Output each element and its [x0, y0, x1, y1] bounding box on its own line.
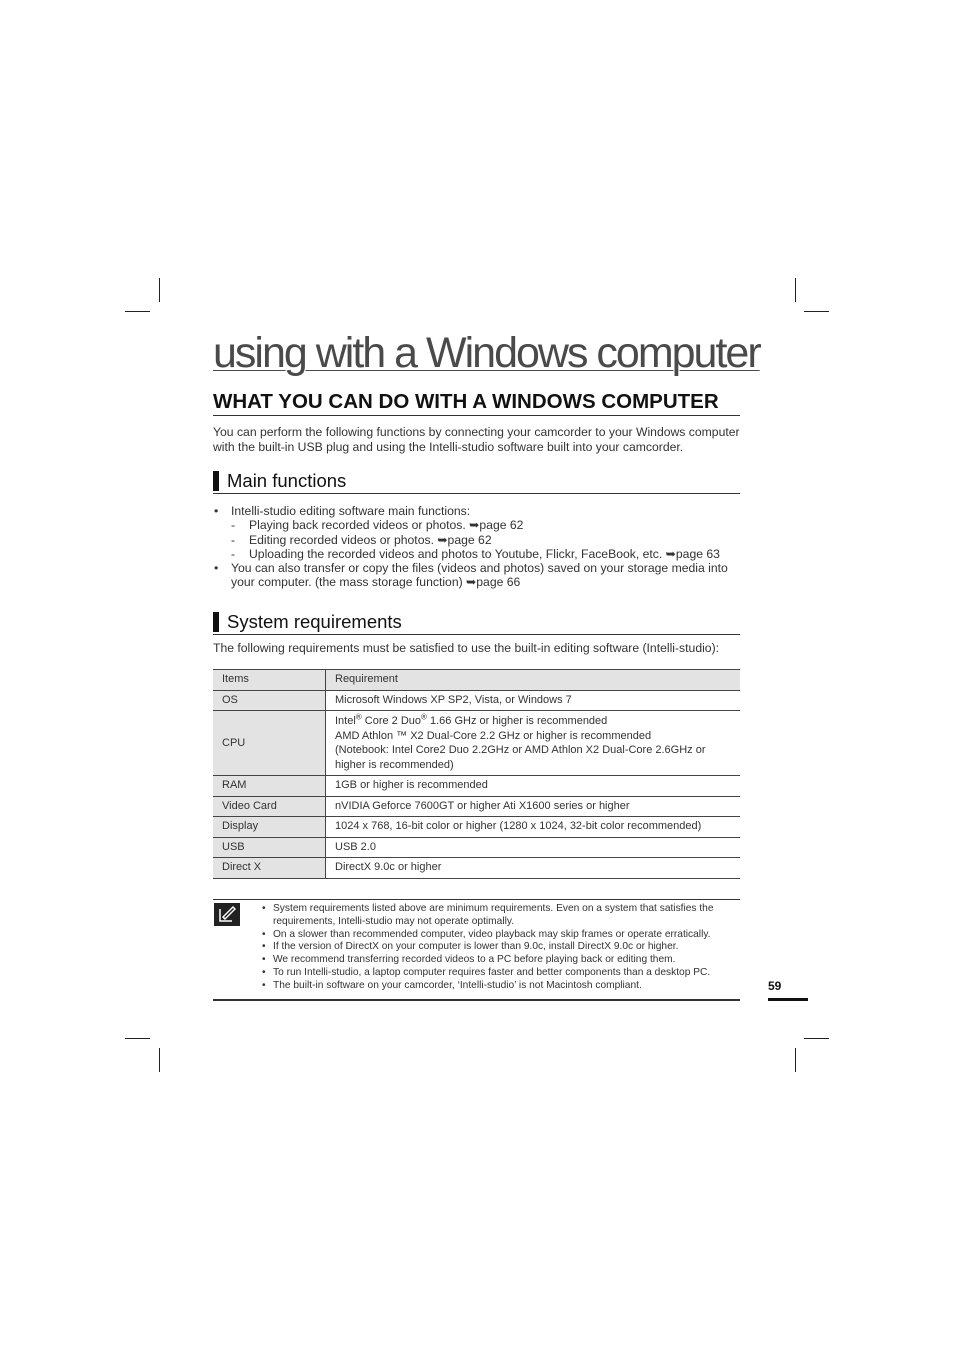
note-text: We recommend transferring recorded videos to a PC before playing back or editing them. [273, 954, 676, 966]
bullet: • [262, 903, 266, 914]
note-text: The built-in software on your camcorder, ‘Intelli-studio’ is not Macintosh compliant. [273, 979, 642, 991]
row-requirement [326, 711, 741, 776]
note-item [262, 954, 740, 967]
note-text: System requirements listed above are minimum requirements. Even on a system that satisfies the requirements, Intelli-studio may not operate optimally. [273, 903, 714, 927]
table-row [213, 837, 740, 858]
row-item: USB [213, 837, 326, 858]
table-row [213, 711, 740, 776]
note-text: On a slower than recommended computer, video playback may skip frames or operate erratically. [273, 928, 711, 940]
list-item-text: You can also transfer or copy the files (videos and photos) saved on your storage media into your computer. (the mass storage function) ➥page 66 [231, 561, 728, 590]
list-item [213, 561, 740, 590]
list-item-text: Intelli-studio editing software main functions: [231, 504, 471, 518]
bullet: • [214, 504, 219, 518]
main-functions-list [213, 504, 740, 590]
row-item: OS [213, 690, 326, 711]
bullet: • [262, 979, 266, 991]
sub-list-item [231, 518, 740, 532]
registered-mark: ® [355, 712, 362, 722]
requirements-table [213, 669, 740, 879]
page-number: 59 [768, 979, 782, 993]
main-functions-heading [213, 470, 740, 494]
system-requirements-heading-text: System requirements [227, 610, 402, 632]
page-number-bar [768, 998, 808, 1001]
note-icon [214, 903, 240, 926]
crop-mark [804, 1038, 829, 1039]
dash: - [231, 546, 236, 561]
bullet: • [262, 966, 266, 978]
note-box [213, 899, 740, 1001]
system-requirements-heading [213, 611, 740, 635]
sub-list-item-text: Playing back recorded videos or photos. ➥page 62 [249, 518, 524, 533]
cpu-amd-line: AMD Athlon ™ X2 Dual-Core 2.2 GHz or higher is recommended [335, 729, 652, 742]
sub-list [231, 518, 740, 561]
crop-mark [125, 1038, 150, 1039]
sub-list-item [231, 547, 740, 561]
crop-mark [795, 278, 796, 302]
requirements-intro: The following requirements must be satisfied to use the built-in editing software (Intelli-studio): [213, 640, 720, 655]
row-item: RAM [213, 776, 326, 797]
table-row [213, 690, 740, 711]
cpu-intel-line [335, 714, 732, 729]
table-row [213, 817, 740, 838]
bullet: • [262, 941, 266, 953]
note-text: To run Intelli-studio, a laptop computer requires faster and better components than a desktop PC. [273, 966, 711, 978]
sub-list-item [231, 533, 740, 547]
heading-bar [213, 612, 219, 632]
crop-mark [159, 1048, 160, 1072]
note-item [262, 967, 740, 980]
note-text: If the version of DirectX on your computer is lower than 9.0c, install DirectX 9.0c or higher. [273, 941, 679, 953]
bullet: • [262, 928, 266, 940]
row-item: Video Card [213, 796, 326, 817]
note-item [262, 903, 740, 929]
row-item: Display [213, 817, 326, 838]
cpu-notebook-line: (Notebook: Intel Core2 Duo 2.2GHz or AMD Athlon X2 Dual-Core 2.6GHz or higher is recommended) [335, 744, 706, 771]
sub-list-item-text: Uploading the recorded videos and photos to Youtube, Flickr, FaceBook, etc. ➥page 63 [249, 546, 720, 561]
bullet: • [262, 954, 266, 966]
intel-text: Intel [335, 715, 356, 728]
crop-mark [795, 1048, 796, 1072]
crop-mark [125, 311, 150, 312]
row-requirement: nVIDIA Geforce 7600GT or higher Ati X1600 series or higher [326, 796, 741, 817]
intro-paragraph: You can perform the following functions by connecting your camcorder to your Windows computer with the built-in USB plug and using the Intelli-studio software built into your camcorder. [213, 425, 740, 454]
crop-mark [804, 311, 829, 312]
row-item: Direct X [213, 858, 326, 879]
row-requirement: USB 2.0 [326, 837, 741, 858]
list-item [213, 504, 740, 561]
main-functions-heading-text: Main functions [227, 470, 347, 491]
section-heading: WHAT YOU CAN DO WITH A WINDOWS COMPUTER [213, 390, 740, 416]
table-row [213, 858, 740, 879]
dash: - [231, 532, 236, 547]
page-title: using with a Windows computer [213, 329, 760, 377]
page-content [213, 329, 760, 879]
note-item [262, 941, 740, 954]
note-item [262, 980, 740, 993]
row-requirement: 1GB or higher is recommended [326, 776, 741, 797]
note-item [262, 929, 740, 942]
row-requirement: DirectX 9.0c or higher [326, 858, 741, 879]
registered-mark: ® [421, 712, 427, 722]
table-row [213, 776, 740, 797]
sub-list-item-text: Editing recorded videos or photos. ➥page 62 [249, 532, 492, 547]
heading-bar [213, 471, 219, 491]
crop-mark [159, 278, 160, 302]
core-text: Core 2 Duo [361, 715, 422, 728]
dash: - [231, 518, 236, 533]
notes-list [262, 903, 740, 993]
table-header-row [213, 670, 740, 691]
row-requirement: Microsoft Windows XP SP2, Vista, or Windows 7 [326, 690, 741, 711]
table-row [213, 796, 740, 817]
row-requirement: 1024 x 768, 16-bit color or higher (1280 x 1024, 32-bit color recommended) [326, 817, 741, 838]
intel-rest-text: 1.66 GHz or higher is recommended [426, 715, 608, 728]
header-requirement: Requirement [326, 670, 741, 691]
row-item: CPU [213, 711, 326, 776]
header-items: Items [213, 670, 326, 691]
bullet: • [214, 561, 219, 576]
